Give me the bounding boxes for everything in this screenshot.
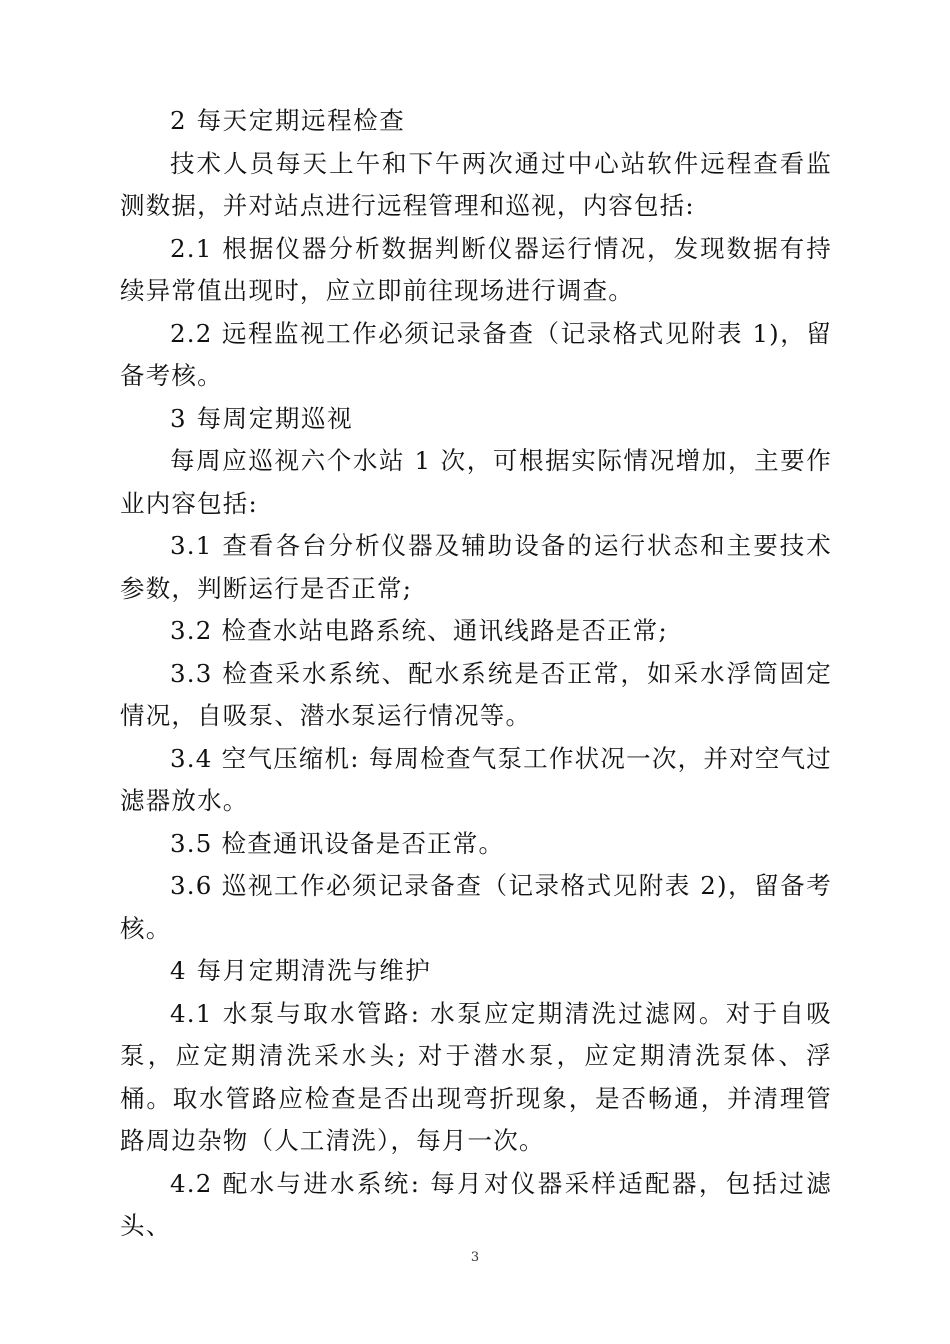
paragraph: 2.1 根据仪器分析数据判断仪器运行情况，发现数据有持续异常值出现时，应立即前往现场进行调查。: [120, 233, 832, 305]
paragraph: 2.2 远程监视工作必须记录备查（记录格式见附表 1)，留备考核。: [120, 318, 832, 390]
paragraph: 技术人员每天上午和下午两次通过中心站软件远程查看监测数据，并对站点进行远程管理和巡视，内容包括:: [120, 148, 832, 220]
paragraph: 3.3 检查采水系统、配水系统是否正常，如采水浮筒固定情况，自吸泵、潜水泵运行情况等。: [120, 658, 832, 730]
paragraph: 3.2 检查水站电路系统、通讯线路是否正常;: [170, 616, 668, 645]
paragraph: 3.1 查看各台分析仪器及辅助设备的运行状态和主要技术参数，判断运行是否正常;: [120, 531, 832, 603]
page-number: 3: [470, 1250, 480, 1265]
paragraph: 4.2 配水与进水系统: 每月对仪器采样适配器，包括过滤头、: [120, 1168, 832, 1240]
paragraph: 3.5 检查通讯设备是否正常。: [170, 828, 505, 858]
paragraph: 4.1 水泵与取水管路: 水泵应定期清洗过滤网。对于自吸泵，应定期清洗采水头; 对于潜水泵，应定期清洗泵体、浮桶。取水管路应检查是否出现弯折现象，是否畅通，并清理管路周边杂物（人工清洗），每月一次。: [120, 998, 832, 1155]
paragraph: 3.6 巡视工作必须记录备查（记录格式见附表 2)，留备考核。: [120, 871, 832, 943]
section-heading-4: 4 每月定期清洗与维护: [170, 956, 432, 985]
paragraph: 3.4 空气压缩机: 每周检查气泵工作状况一次，并对空气过滤器放水。: [120, 743, 832, 815]
document-body: [120, 100, 832, 1248]
section-heading-3: 3 每周定期巡视: [170, 403, 354, 433]
paragraph: 每周应巡视六个水站 1 次，可根据实际情况增加，主要作业内容包括:: [120, 446, 832, 518]
section-heading-2: 2 每天定期远程检查: [170, 106, 406, 135]
